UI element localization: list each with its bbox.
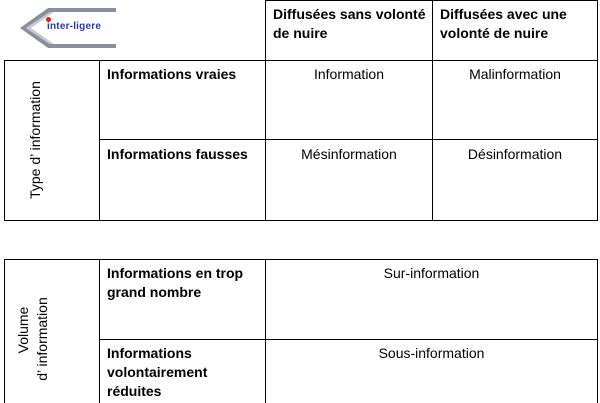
cell-under-information: Sous-information: [378, 345, 485, 361]
logo: [18, 6, 128, 50]
cell-misinformation: Mésinformation: [301, 146, 397, 162]
information-type-label: Type d’ information: [27, 81, 43, 199]
row-label-false-information: Informations fausses: [107, 146, 248, 162]
cell-over-information: Sur-information: [383, 265, 480, 281]
logo-text: inter-ligere: [47, 21, 102, 32]
row-label-reduced-information: Informations volontairement réduites: [107, 345, 208, 399]
information-volume-label-line1: Volume: [15, 306, 31, 354]
header-without-intent: Diffusées sans volonté de nuire: [273, 6, 426, 41]
row-label-true-information: Informations vraies: [107, 66, 237, 82]
cell-information: Information: [313, 66, 385, 82]
cell-malinformation: Malinformation: [469, 66, 561, 82]
information-volume-label-line2: d’ information: [34, 297, 50, 381]
row-label-too-much-information: Informations en trop grand nombre: [107, 265, 244, 300]
header-with-intent: Diffusées avec une volonté de nuire: [440, 6, 567, 41]
cell-disinformation: Désinformation: [467, 146, 563, 162]
